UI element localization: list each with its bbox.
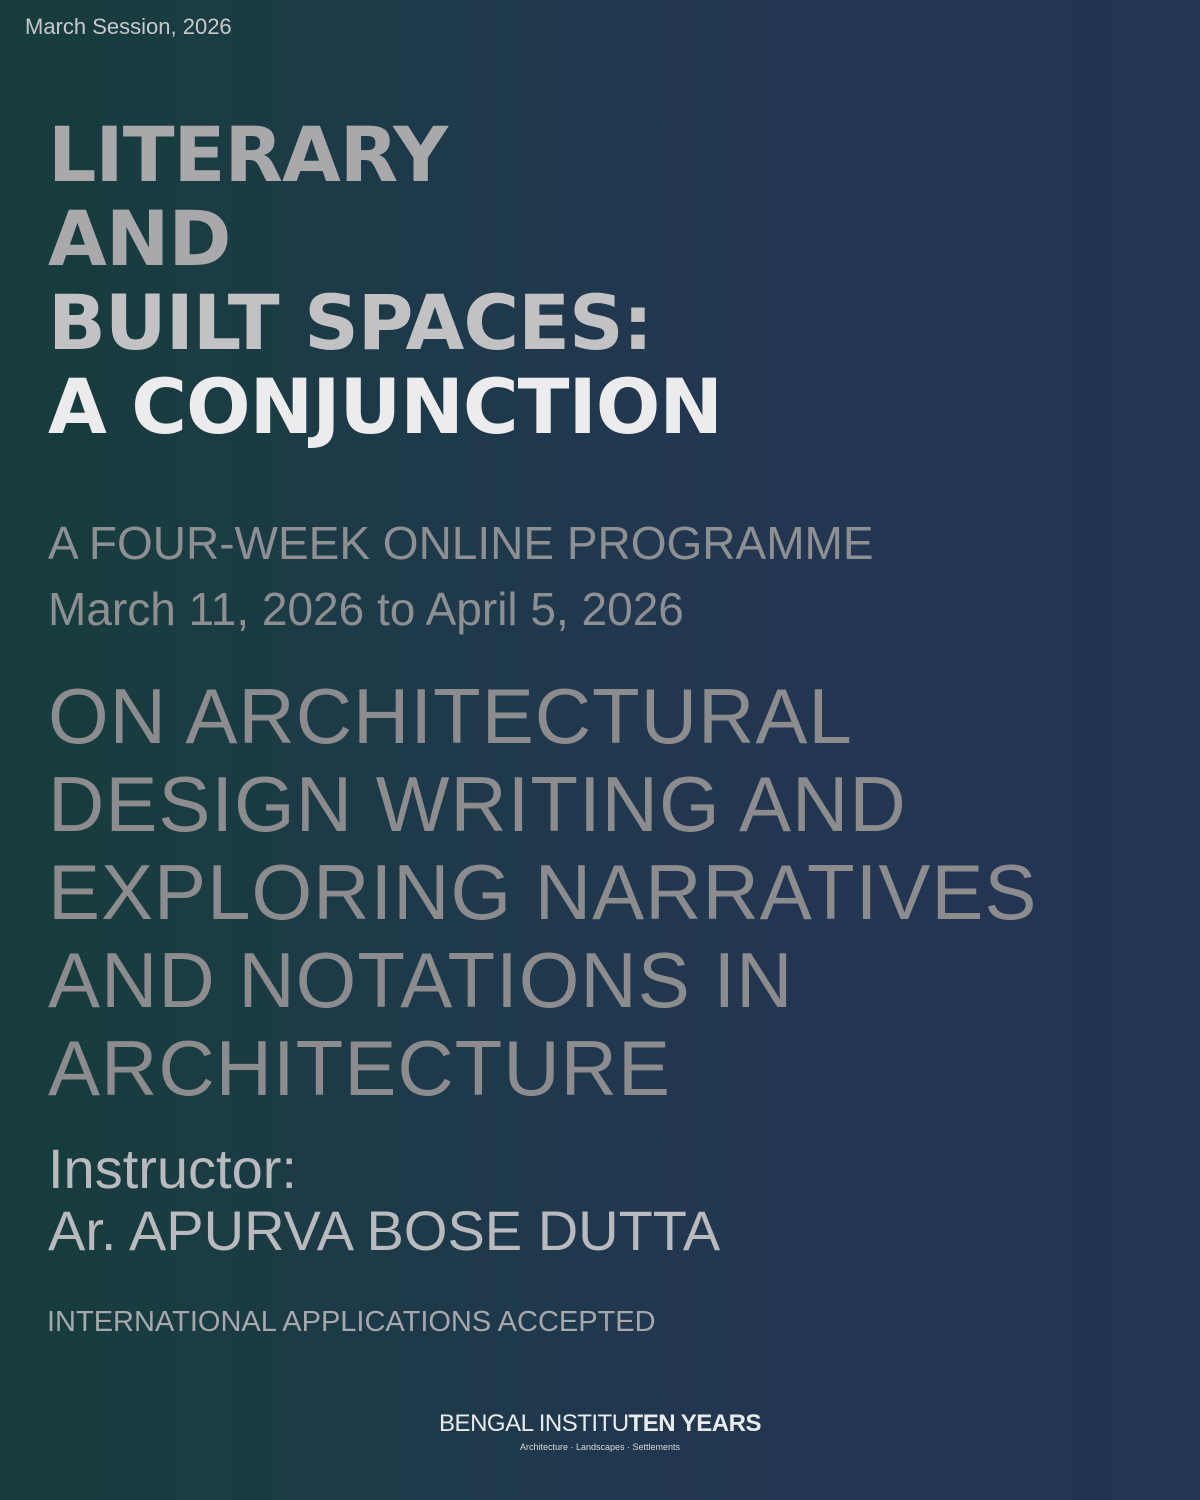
title-line-4: A CONJUNCTION [48,362,722,451]
logo-wordmark [0,1410,1200,1438]
title-line-3: BUILT SPACES: [48,278,653,367]
logo-name-light: BENGAL INSTITU [439,1410,629,1437]
title-line-2: AND [48,194,231,283]
institute-logo [0,1410,1200,1452]
subject-heading [48,672,1037,1112]
subject-line-5: ARCHITECTURE [48,1024,672,1112]
logo-name-bold: TEN YEARS [628,1410,761,1437]
logo-tagline: Architecture · Landscapes · Settlements [519,1442,681,1452]
international-note: INTERNATIONAL APPLICATIONS ACCEPTED [47,1306,656,1338]
subject-line-3: EXPLORING NARRATIVES [48,848,1038,936]
session-label: March Session, 2026 [25,14,232,39]
title-line-1: LITERARY [48,110,448,199]
programme-label: A FOUR-WEEK ONLINE PROGRAMME [48,517,874,569]
subject-line-2: DESIGN WRITING AND [48,760,907,848]
page-title [48,110,722,451]
instructor-label: Instructor: [48,1137,297,1200]
subject-line-4: AND NOTATIONS IN [48,936,794,1024]
programme-dates: March 11, 2026 to April 5, 2026 [48,583,684,635]
subject-line-1: ON ARCHITECTURAL [48,672,853,760]
instructor-name: Ar. APURVA BOSE DUTTA [48,1199,721,1262]
